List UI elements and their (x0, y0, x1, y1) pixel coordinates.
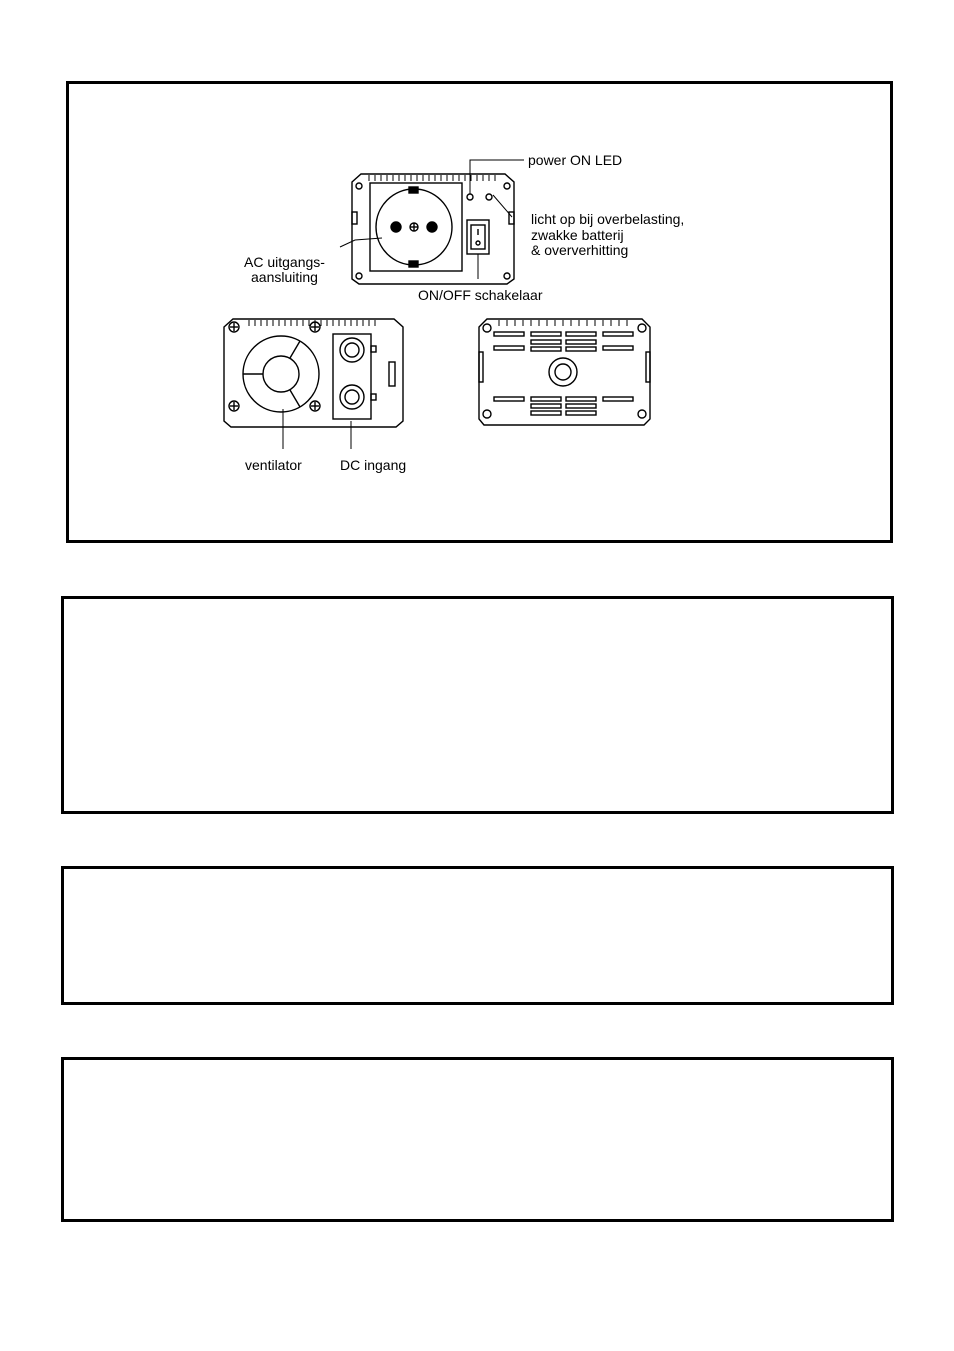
label-switch: ON/OFF schakelaar (418, 287, 543, 303)
label-dc-input: DC ingang (340, 457, 407, 473)
back-panel (224, 319, 403, 427)
label-warning-line2: zwakke batterij (531, 227, 624, 243)
label-power-led: power ON LED (528, 152, 623, 168)
vent-slots (494, 332, 633, 415)
front-panel (352, 174, 514, 284)
label-warning-line3: & oververhitting (531, 242, 629, 258)
empty-box-3 (61, 1057, 894, 1222)
label-ac-line1: AC uitgangs- (244, 254, 325, 270)
warning-led-icon (486, 194, 492, 200)
label-fan: ventilator (245, 457, 302, 473)
label-warning-line1: licht op bij overbelasting, (531, 211, 685, 227)
empty-box-1 (61, 596, 894, 814)
diagram-frame (66, 81, 893, 543)
empty-box-2 (61, 866, 894, 1005)
dc-terminals-icon (333, 334, 376, 419)
cooling-fins (369, 175, 495, 181)
mount-hole-icon (549, 358, 577, 386)
label-ac-line2: aansluiting (251, 269, 318, 285)
inverter-diagram (69, 84, 890, 540)
top-panel (479, 319, 650, 425)
fan-icon (229, 322, 320, 412)
power-led-icon (467, 194, 473, 200)
power-switch-icon (467, 220, 489, 254)
